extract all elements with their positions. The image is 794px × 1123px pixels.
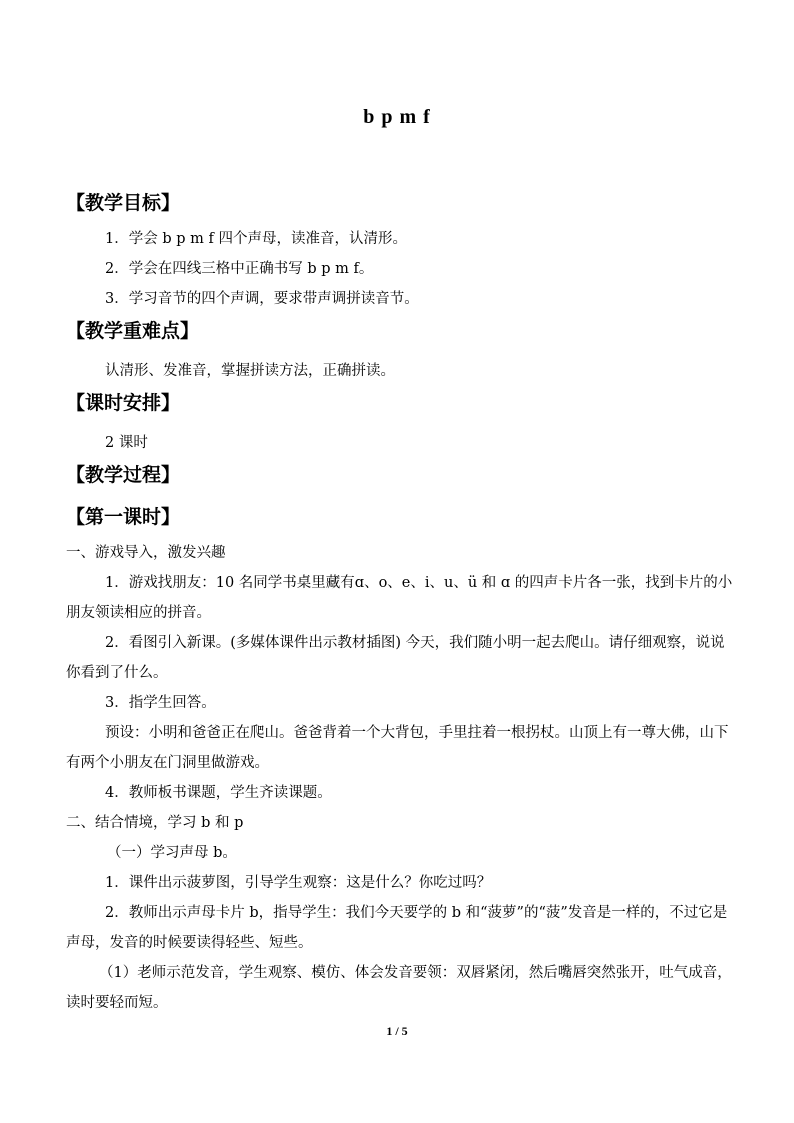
section-heading-goals: 【教学目标】 <box>66 192 181 214</box>
list-item: （1）老师示范发音，学生观察、模仿、体会发音要领：双唇紧闭，然后嘴唇突然张开，吐气成音，读时要轻而短。 <box>66 965 732 1011</box>
list-item: 2．看图引入新课。(多媒体课件出示教材插图) 今天，我们随小明一起去爬山。请仔细观察，说说你看到了什么。 <box>66 635 725 681</box>
key-points-text: 认清形、发准音，掌握拼读方法，正确拼读。 <box>105 363 395 379</box>
goal-item: 2．学会在四线三格中正确书写 b p m f。 <box>105 261 374 277</box>
goal-item: 1．学会 b p m f 四个声母，读准音，认清形。 <box>105 231 407 247</box>
list-item: 2．教师出示声母卡片 b，指导学生：我们今天要学的 b 和“菠萝”的“菠”发音是一样的，不过它是声母，发音的时候要读得轻些、短些。 <box>66 905 728 951</box>
section-heading-process: 【教学过程】 <box>66 464 181 486</box>
section-heading-key-points: 【教学重难点】 <box>66 320 200 342</box>
section-heading-schedule: 【课时安排】 <box>66 392 181 414</box>
page-number: 1 / 5 <box>386 1024 408 1038</box>
list-item: 1．课件出示菠萝图，引导学生观察：这是什么？你吃过吗？ <box>105 875 492 891</box>
section-heading-lesson-one: 【第一课时】 <box>66 506 181 528</box>
document-body <box>66 186 736 1018</box>
part-two-heading: 二、结合情境，学习 b 和 p <box>66 815 244 831</box>
part-two-subheading: （一）学习声母 b。 <box>107 845 237 861</box>
goal-item: 3．学习音节的四个声调，要求带声调拼读音节。 <box>105 291 419 307</box>
document-title: b p m f <box>363 106 431 128</box>
list-item: 1．游戏找朋友：10 名同学书桌里藏有ɑ、o、e、i、u、ü 和 ɑ 的四声卡片各一张，找到卡片的小朋友领读相应的拼音。 <box>66 575 733 621</box>
list-item: 预设：小明和爸爸正在爬山。爸爸背着一个大背包，手里拄着一根拐杖。山顶上有一尊大佛，山下有两个小朋友在门洞里做游戏。 <box>66 725 729 771</box>
list-item: 3．指学生回答。 <box>105 695 216 711</box>
schedule-text: 2 课时 <box>105 435 148 451</box>
part-one-heading: 一、游戏导入，激发兴趣 <box>66 545 226 561</box>
list-item: 4．教师板书课题，学生齐读课题。 <box>105 785 332 801</box>
